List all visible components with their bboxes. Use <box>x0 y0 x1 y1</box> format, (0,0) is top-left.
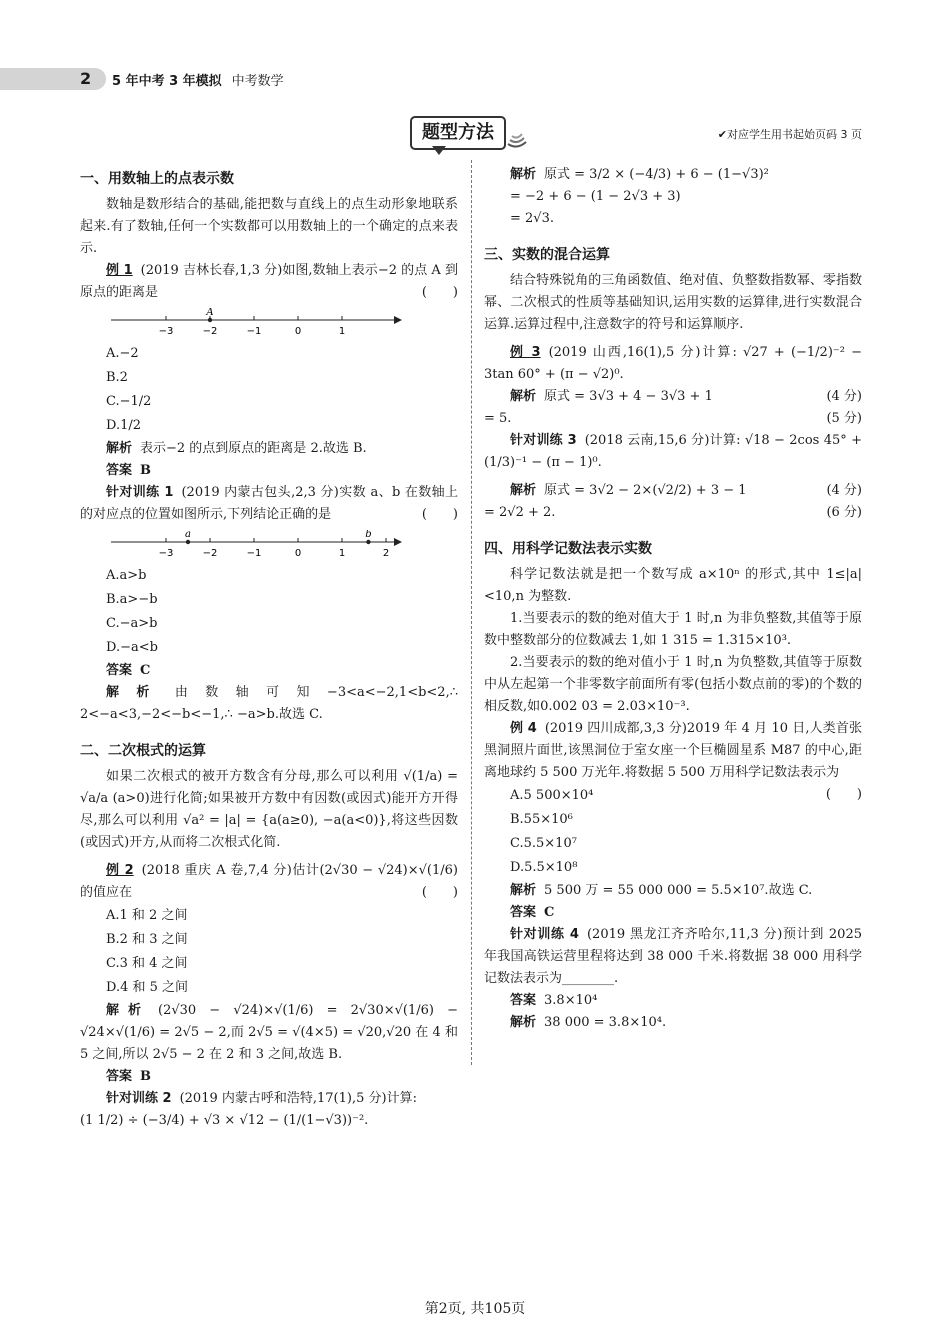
section-1-intro: 数轴是数形结合的基础,能把数与直线上的点生动形象地联系起来.有了数轴,任何一个实数都可以用数轴上的一个确定的点来表示. <box>80 197 458 256</box>
example-1 <box>80 260 458 304</box>
point-a <box>186 540 190 544</box>
answer-label: 答案 <box>106 1069 133 1084</box>
ref-note <box>718 126 862 142</box>
example-3-solution-2: = 5. <box>484 411 512 426</box>
example-4-answer <box>484 902 862 924</box>
training-1-solution <box>80 682 458 726</box>
answer-label: 答案 <box>510 905 537 920</box>
score-1: (4 分) <box>826 389 862 404</box>
tick-label: 1 <box>338 548 346 558</box>
training-2 <box>80 1088 458 1110</box>
training-4-label: 针对训练 4 <box>510 927 579 942</box>
page-footer: 第2页, 共105页 <box>424 1301 526 1317</box>
right-column <box>484 164 862 1034</box>
jiexi-label: 解析 <box>510 483 537 498</box>
answer-value: 3.8×10⁴ <box>544 993 598 1008</box>
training-3-solution-1: 原式 = 3√2 − 2×(√2/2) + 3 − 1 <box>544 483 747 498</box>
answer-paren: ( ) <box>825 787 862 802</box>
tick-label: 1 <box>338 326 346 336</box>
training-4 <box>484 924 862 990</box>
training-4-text: (2019 黑龙江齐齐哈尔,11,3 分)预计到 2025 年我国高铁运营里程将达到 38 000 千米.将数据 38 000 用科学记数法表示为________. <box>484 927 862 986</box>
axis-arrow <box>394 538 402 546</box>
ref-note-text: 对应学生用书起始页码 3 页 <box>727 128 862 141</box>
tick-label: −3 <box>158 548 174 558</box>
badge-tail <box>432 146 446 155</box>
training-3-solution-line-2 <box>484 502 862 524</box>
option-d: D.5.5×10⁸ <box>510 860 578 875</box>
answer-value: B <box>140 1069 152 1084</box>
answer-label: 答案 <box>106 463 133 478</box>
tick-label: 2 <box>382 548 390 558</box>
point-A <box>208 318 212 322</box>
swirl-icon <box>504 124 530 150</box>
example-1-answer <box>80 460 458 482</box>
example-1-options <box>106 342 458 438</box>
score-2: (5 分) <box>826 411 862 426</box>
answer-paren: ( ) <box>421 885 458 900</box>
example-3 <box>484 342 862 386</box>
example-4-options <box>510 784 826 880</box>
training-4-solution <box>484 1012 862 1034</box>
example-3-solution-line-2 <box>484 408 862 430</box>
jiexi-label: 解析 <box>106 685 167 700</box>
training-2-expression: (1 1/2) ÷ (−3/4) + √3 × √12 − (1/(1−√3))⁻². <box>80 1113 369 1128</box>
jiexi-label: 解析 <box>510 883 537 898</box>
training-1-options <box>106 564 458 660</box>
section-4-intro: 科学记数法就是把一个数写成 a×10ⁿ 的形式,其中 1≤|a|<10,n 为整数. <box>484 567 862 604</box>
section-title-3: 三、实数的混合运算 <box>484 247 610 263</box>
tick-label: 0 <box>294 326 302 336</box>
section-4-point-2: 2.当要表示的数的绝对值小于 1 时,n 为负整数,其值等于原数中从左起第一个非零数字前面所有零(包括小数点前的零)的个数的相反数,如0.002 03 = 2.03×10⁻³. <box>484 655 862 714</box>
example-4-label: 例 4 <box>510 721 537 736</box>
section-badge: 题型方法 <box>410 116 506 150</box>
training-1-label: 针对训练 1 <box>106 485 174 500</box>
number-line-2 <box>106 530 406 558</box>
check-icon: ✔ <box>717 128 727 141</box>
option-c: C.3 和 4 之间 <box>106 956 188 971</box>
training-4-answer <box>484 990 862 1012</box>
tick-label: −2 <box>202 326 218 336</box>
number-line-1 <box>106 308 406 336</box>
training-3-solution-line-1 <box>484 480 862 502</box>
example-2-solution <box>80 1000 458 1066</box>
answer-label: 答案 <box>510 993 537 1008</box>
answer-value: C <box>544 905 555 920</box>
training-2-solution-line-2: = −2 + 6 − (1 − 2√3 + 3) <box>510 189 681 204</box>
option-d: D.1/2 <box>106 418 142 433</box>
section-title-1: 一、用数轴上的点表示数 <box>80 171 234 187</box>
option-a: A.5 500×10⁴ <box>510 788 594 803</box>
point-label: a <box>185 530 191 540</box>
answer-paren: ( ) <box>421 285 458 300</box>
page-number: 2 <box>80 69 92 88</box>
training-2-solution-1: 原式 = 3/2 × (−4/3) + 6 − (1−√3)² <box>544 167 769 182</box>
example-1-solution-text: 表示−2 的点到原点的距离是 2.故选 B. <box>140 441 367 456</box>
training-2-solution-line-1 <box>484 164 862 186</box>
answer-value: C <box>140 663 151 678</box>
option-d: D.4 和 5 之间 <box>106 980 189 995</box>
example-1-label: 例 1 <box>106 263 133 278</box>
example-2-solution-text: (2√30 − √24)×√(1/6) = 2√30×√(1/6) − √24×√(1/6) = 2√5 − 2,而 2√5 = √(4×5) = √20,√20 在 4 和 5 之间,所以 2√5 − 2 在 2 和 3 之间,故选 B. <box>80 1003 458 1062</box>
training-4-solution-text: 38 000 = 3.8×10⁴. <box>544 1015 667 1030</box>
option-c: C.−1/2 <box>106 394 152 409</box>
option-c: C.−a>b <box>106 616 158 631</box>
option-a: A.1 和 2 之间 <box>106 908 188 923</box>
option-d: D.−a<b <box>106 640 158 655</box>
training-3-label: 针对训练 3 <box>510 433 577 448</box>
jiexi-label: 解析 <box>510 389 537 404</box>
book-title-text: 5 年中考 3 年模拟 <box>112 74 222 89</box>
training-3 <box>484 430 862 474</box>
answer-label: 答案 <box>106 663 133 678</box>
tick-label: −3 <box>158 326 174 336</box>
jiexi-label: 解析 <box>106 1003 150 1018</box>
example-2 <box>80 860 458 904</box>
example-1-text: (2019 吉林长春,1,3 分)如图,数轴上表示−2 的点 A 到原点的距离是 <box>80 263 458 300</box>
jiexi-label: 解析 <box>510 167 537 182</box>
option-c: C.5.5×10⁷ <box>510 836 577 851</box>
training-3-solution-2: = 2√2 + 2. <box>484 505 556 520</box>
example-3-text: (2019 山西,16(1),5 分)计算: √27 + (−1/2)⁻² − 3tan 60° + (π − √2)⁰. <box>484 345 862 382</box>
training-2-label: 针对训练 2 <box>106 1091 172 1106</box>
column-divider <box>471 160 472 1065</box>
example-3-solution-1: 原式 = 3√3 + 4 − 3√3 + 1 <box>544 389 713 404</box>
option-b: B.2 和 3 之间 <box>106 932 188 947</box>
book-title <box>112 70 284 89</box>
axis-arrow <box>394 316 402 324</box>
example-3-solution-line-1 <box>484 386 862 408</box>
example-2-text: (2018 重庆 A 卷,7,4 分)估计(2√30 − √24)×√(1/6) 的值应在 <box>80 863 458 900</box>
jiexi-label: 解析 <box>510 1015 537 1030</box>
training-1-answer <box>80 660 458 682</box>
example-2-answer <box>80 1066 458 1088</box>
section-3-intro: 结合特殊锐角的三角函数值、绝对值、负整数指数幂、零指数幂、二次根式的性质等基础知识,运用实数的运算律,进行实数混合运算.运算过程中,注意数字的符号和运算顺序. <box>484 273 862 332</box>
example-4-solution <box>484 880 862 902</box>
point-label: b <box>365 530 372 540</box>
training-1 <box>80 482 458 526</box>
score-2: (6 分) <box>826 505 862 520</box>
example-3-label: 例 3 <box>510 345 541 360</box>
training-2-text: (2019 内蒙古呼和浩特,17(1),5 分)计算: <box>179 1091 417 1106</box>
example-2-label: 例 2 <box>106 863 134 878</box>
option-a: A.a>b <box>106 568 147 583</box>
section-2-intro: 如果二次根式的被开方数含有分母,那么可以利用 √(1/a) = √a/a (a>0)进行化简;如果被开方数中有因数(或因式)能开方开得尽,那么可以利用 √a² = |a| = {a(a≥0), −a(a<0)},将这些因数(或因式)开方,从而将二次根式化简. <box>80 769 458 850</box>
score-1: (4 分) <box>826 483 862 498</box>
answer-paren: ( ) <box>421 507 458 522</box>
option-b: B.a>−b <box>106 592 158 607</box>
point-label: A <box>206 308 214 318</box>
tick-label: 0 <box>294 548 302 558</box>
tick-label: −2 <box>202 548 218 558</box>
option-b: B.55×10⁶ <box>510 812 573 827</box>
section-title-2: 二、二次根式的运算 <box>80 743 206 759</box>
example-4-text: (2019 四川成都,3,3 分)2019 年 4 月 10 日,人类首张黑洞照片面世,该黑洞位于室女座一个巨椭圆星系 M87 的中心,距离地球约 5 500 万光年.将数据 5 500 万用科学记数法表示为 <box>484 721 862 780</box>
section-title-4: 四、用科学记数法表示实数 <box>484 541 652 557</box>
training-2-solution-line-3: = 2√3. <box>510 211 554 226</box>
training-1-solution-text: 由数轴可知−3<a<−2,1<b<2,∴ 2<−a<3,−2<−b<−1,∴ −a>b.故选 C. <box>80 685 458 722</box>
example-2-options <box>106 904 458 1000</box>
jiexi-label: 解析 <box>106 441 133 456</box>
tick-label: −1 <box>246 326 262 336</box>
training-3-text: (2018 云南,15,6 分)计算: √18 − 2cos 45° + (1/3)⁻¹ − (π − 1)⁰. <box>484 433 862 470</box>
subject-text: 中考数学 <box>231 74 284 89</box>
point-b <box>366 540 370 544</box>
training-1-text: (2019 内蒙古包头,2,3 分)实数 a、b 在数轴上的对应点的位置如图所示,下列结论正确的是 <box>80 485 458 522</box>
example-1-solution <box>80 438 458 460</box>
option-b: B.2 <box>106 370 128 385</box>
example-4-solution-text: 5 500 万 = 55 000 000 = 5.5×10⁷.故选 C. <box>544 883 813 898</box>
option-a: A.−2 <box>106 346 139 361</box>
answer-value: B <box>140 463 152 478</box>
tick-label: −1 <box>246 548 262 558</box>
left-column <box>80 164 458 1132</box>
section-4-point-1: 1.当要表示的数的绝对值大于 1 时,n 为非负整数,其值等于原数中整数部分的位数减去 1,如 1 315 = 1.315×10³. <box>484 611 862 648</box>
